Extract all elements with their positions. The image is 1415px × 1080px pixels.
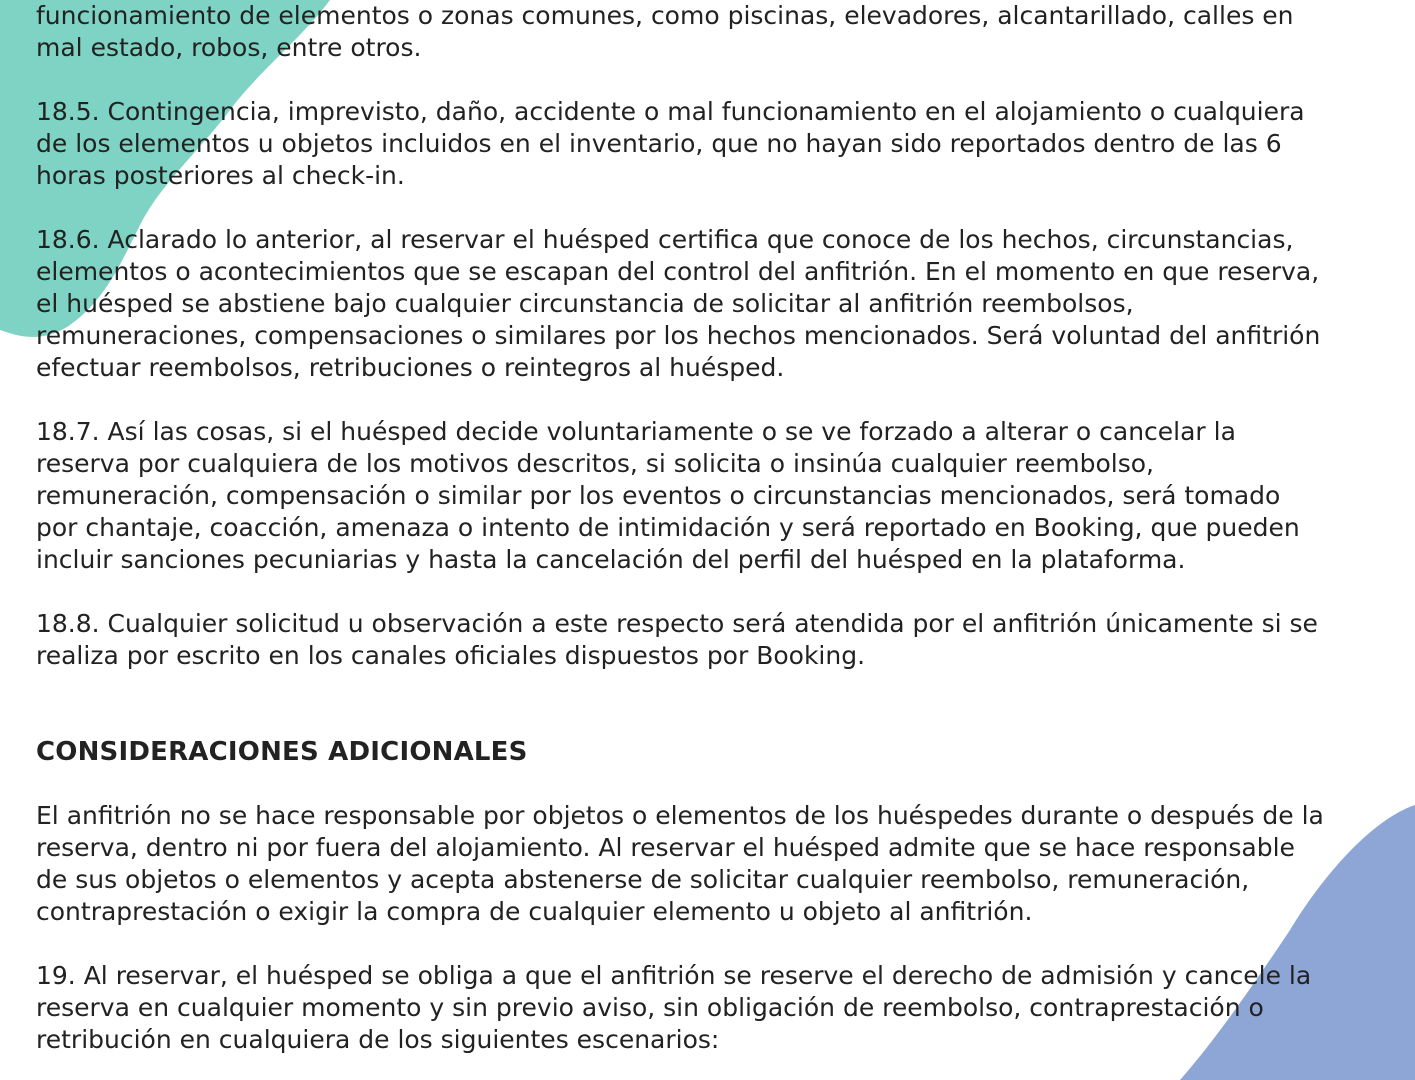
text-line: 18.5. Contingencia, imprevisto, daño, accidente o mal funcionamiento en el alojamiento o cualquiera bbox=[36, 97, 1305, 126]
text-line: remuneraciones, compensaciones o similares por los hechos mencionados. Será voluntad del anfitrión bbox=[36, 321, 1321, 350]
paragraph-18-6 bbox=[36, 224, 1320, 384]
text-line: remuneración, compensación o similar por los eventos o circunstancias mencionados, será tomado bbox=[36, 481, 1281, 510]
text-line: 18.7. Así las cosas, si el huésped decide voluntariamente o se ve forzado a alterar o cancelar la bbox=[36, 417, 1236, 446]
text-line: mal estado, robos, entre otros. bbox=[36, 33, 422, 62]
text-line: 19. Al reservar, el huésped se obliga a que el anfitrión se reserve el derecho de admisión y cancele la bbox=[36, 961, 1312, 990]
paragraph-additional-considerations bbox=[36, 800, 1324, 928]
text-line: El anfitrión no se hace responsable por objetos o elementos de los huéspedes durante o después de la bbox=[36, 801, 1324, 830]
text-line: retribución en cualquiera de los siguientes escenarios: bbox=[36, 1025, 720, 1054]
text-line: efectuar reembolsos, retribuciones o reintegros al huésped. bbox=[36, 353, 785, 382]
text-line: de los elementos u objetos incluidos en el inventario, que no hayan sido reportados dentro de las 6 bbox=[36, 129, 1282, 158]
text-line: contraprestación o exigir la compra de cualquier elemento u objeto al anfitrión. bbox=[36, 897, 1033, 926]
text-line: reserva en cualquier momento y sin previo aviso, sin obligación de reembolso, contraprestación o bbox=[36, 993, 1264, 1022]
text-line: el huésped se abstiene bajo cualquier circunstancia de solicitar al anfitrión reembolsos, bbox=[36, 289, 1134, 318]
text-line: horas posteriores al check-in. bbox=[36, 161, 405, 190]
paragraph-18-8 bbox=[36, 608, 1318, 672]
text-line: realiza por escrito en los canales oficiales dispuestos por Booking. bbox=[36, 641, 866, 670]
text-line: reserva por cualquiera de los motivos descritos, si solicita o insinúa cualquier reembolso, bbox=[36, 449, 1155, 478]
text-line: 18.6. Aclarado lo anterior, al reservar el huésped certifica que conoce de los hechos, circunstancias, bbox=[36, 225, 1294, 254]
text-line: por chantaje, coacción, amenaza o intento de intimidación y será reportado en Booking, que pueden bbox=[36, 513, 1300, 542]
text-line: funcionamiento de elementos o zonas comunes, como piscinas, elevadores, alcantarillado, calles en bbox=[36, 1, 1294, 30]
text-line: elementos o acontecimientos que se escapan del control del anfitrión. En el momento en que reserva, bbox=[36, 257, 1320, 286]
paragraph-18-7 bbox=[36, 416, 1300, 576]
paragraph-18-4-continued bbox=[36, 0, 1294, 64]
paragraph-19 bbox=[36, 960, 1311, 1056]
section-heading: CONSIDERACIONES ADICIONALES bbox=[36, 737, 528, 767]
text-line: de sus objetos o elementos y acepta abstenerse de solicitar cualquier reembolso, remuneración, bbox=[36, 865, 1250, 894]
text-line: incluir sanciones pecuniarias y hasta la cancelación del perfil del huésped en la plataforma. bbox=[36, 545, 1186, 574]
text-line: 18.8. Cualquier solicitud u observación a este respecto será atendida por el anfitrión únicamente si se bbox=[36, 609, 1318, 638]
text-line: reserva, dentro ni por fuera del alojamiento. Al reservar el huésped admite que se hace responsable bbox=[36, 833, 1295, 862]
paragraph-18-5 bbox=[36, 96, 1305, 192]
